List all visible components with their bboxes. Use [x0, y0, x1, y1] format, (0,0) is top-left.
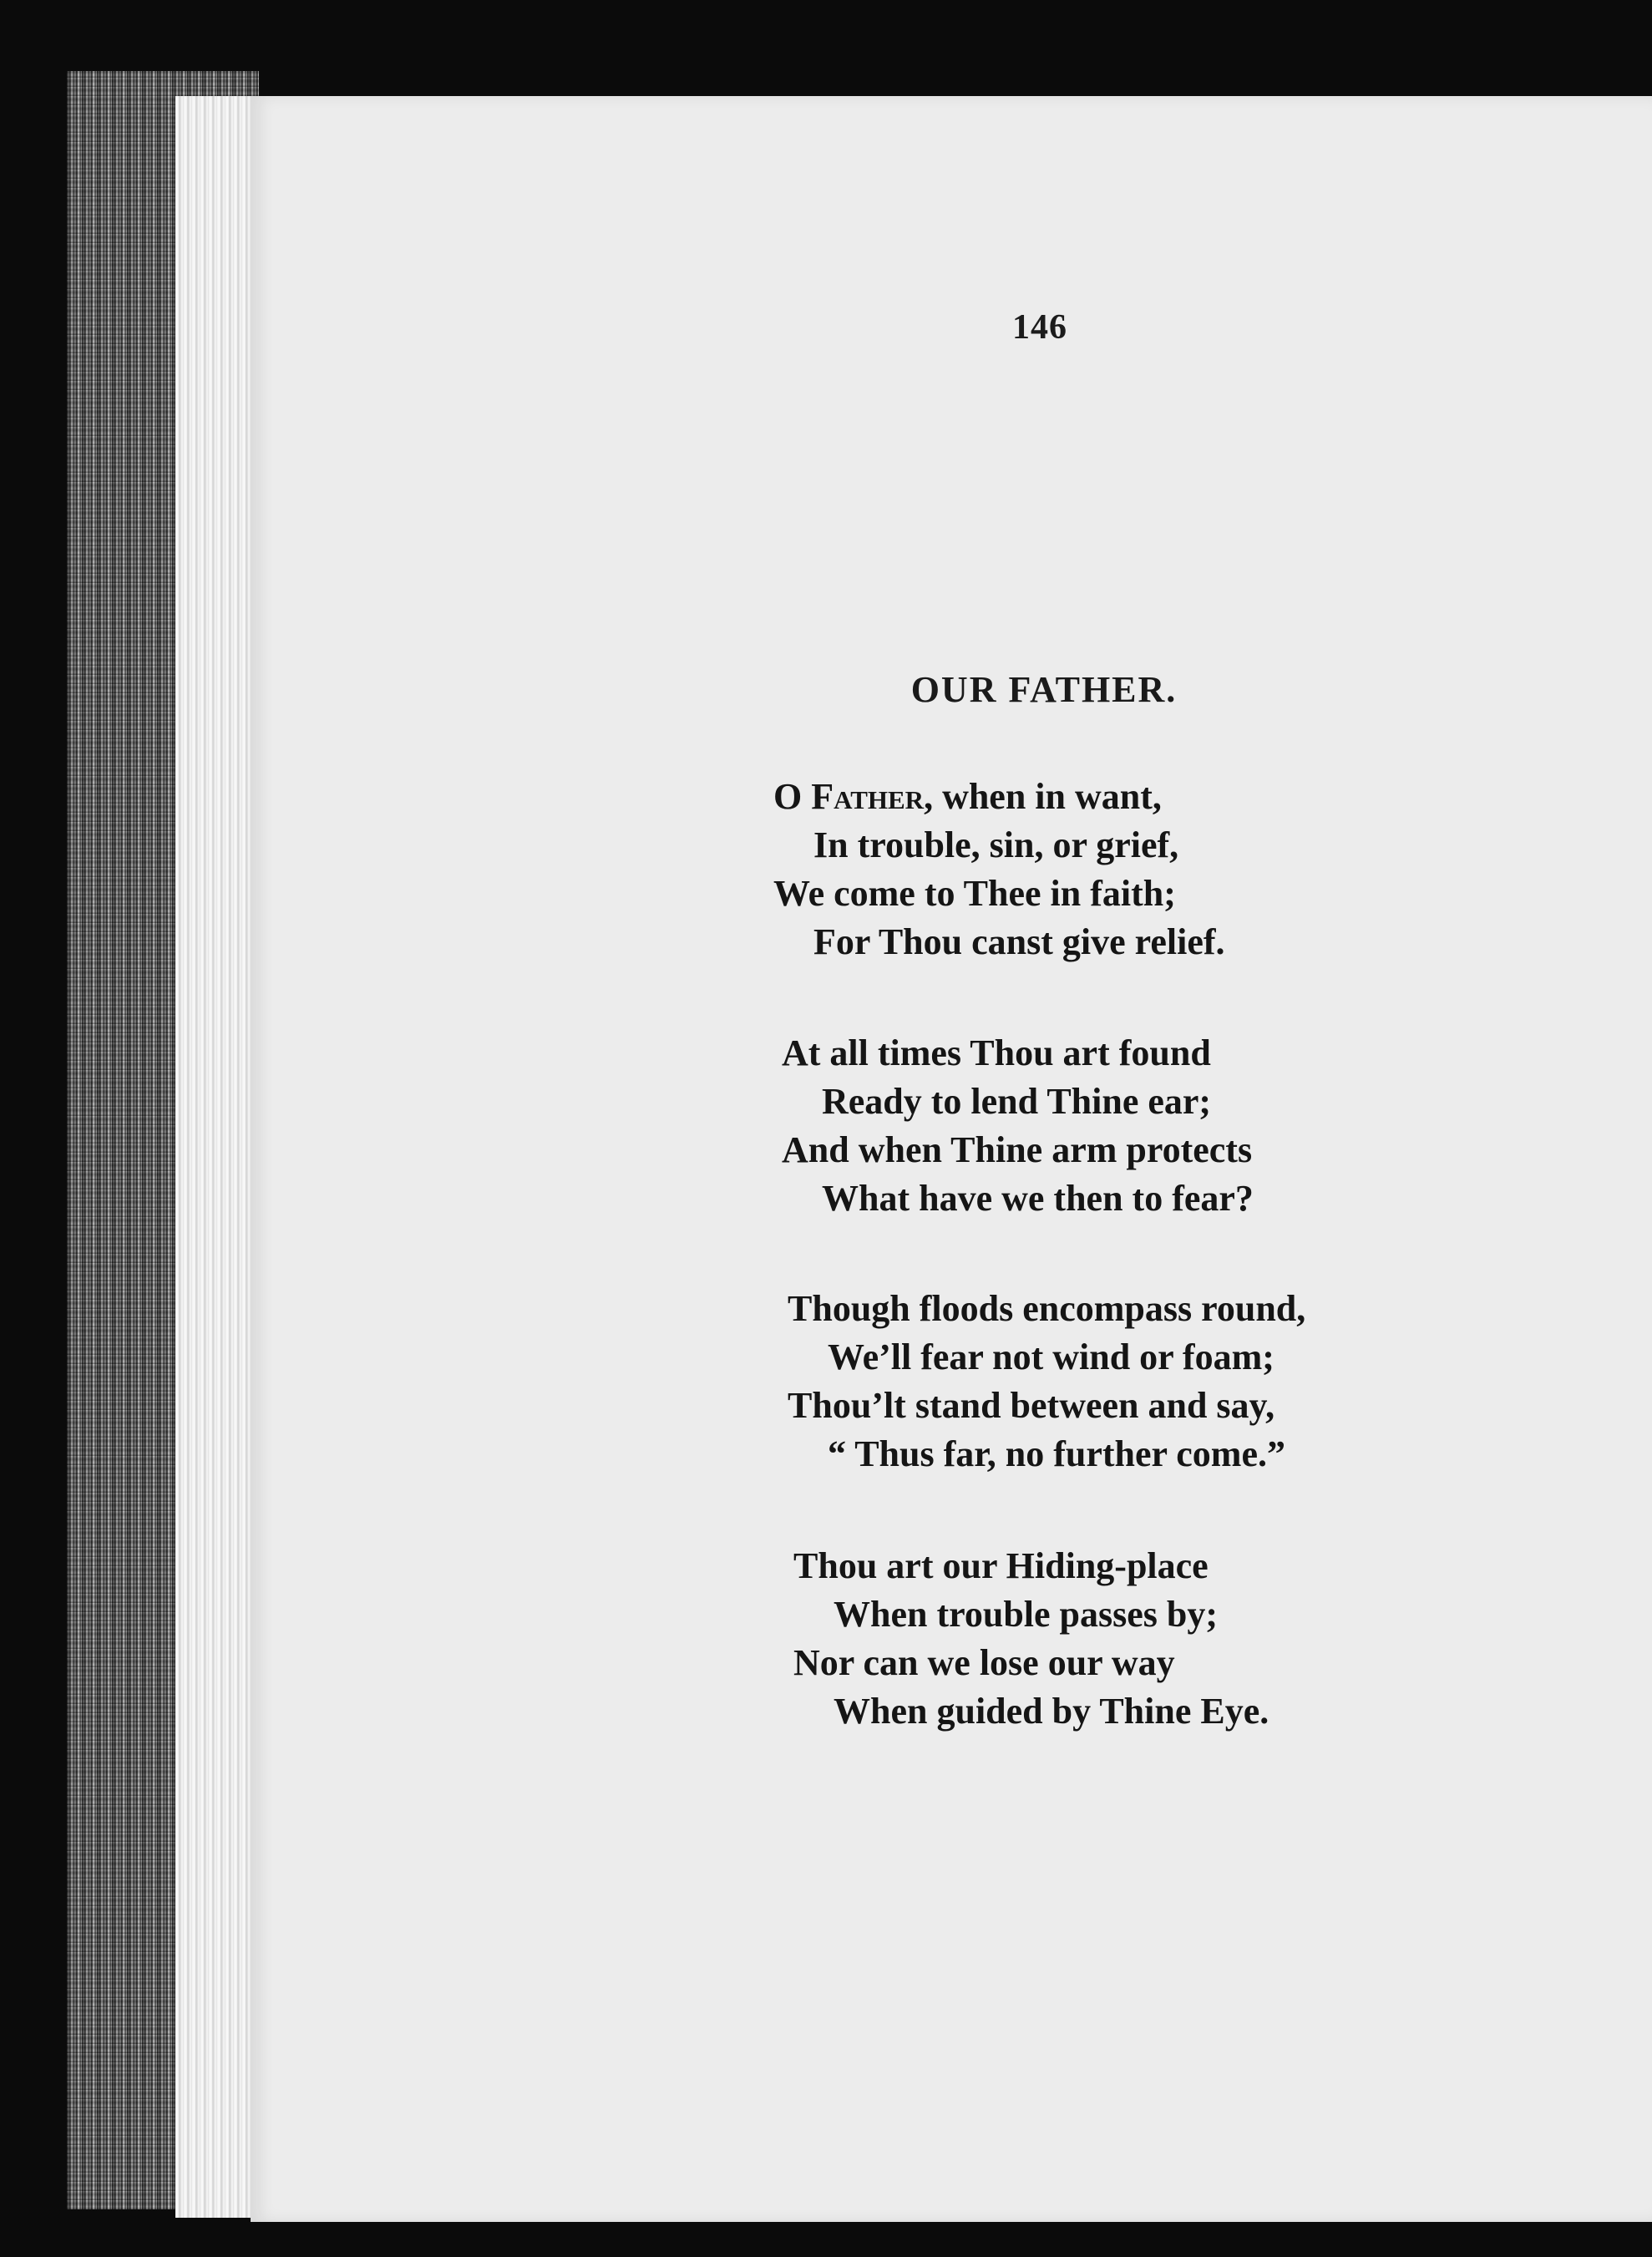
poem-line: Thou’lt stand between and say,	[788, 1385, 1275, 1426]
poem-line: At all times Thou art found	[782, 1032, 1211, 1073]
page-edges	[175, 96, 259, 2218]
page-number: 146	[1012, 308, 1067, 347]
line-prefix: O	[773, 776, 812, 817]
poem-title: OUR FATHER.	[910, 669, 1178, 710]
poem-line: Thou art our Hiding-place	[793, 1545, 1209, 1586]
stanza-3	[788, 1285, 1389, 1478]
line-rest: , when in want,	[924, 776, 1162, 817]
poem-line: For Thou canst give relief.	[813, 921, 1225, 962]
poem-line: Ready to lend Thine ear;	[822, 1081, 1212, 1122]
poem-line: In trouble, sin, or grief,	[813, 824, 1179, 865]
stanza-2	[782, 1029, 1383, 1223]
poem-line: What have we then to fear?	[822, 1178, 1254, 1219]
small-caps-word: Father	[811, 776, 925, 817]
poem-line: We’ll fear not wind or foam;	[828, 1336, 1274, 1377]
stanza-4	[793, 1542, 1395, 1736]
poem-line: Nor can we lose our way	[793, 1642, 1175, 1683]
stanza-1	[773, 773, 1375, 966]
poem-line: We come to Thee in faith;	[773, 873, 1176, 914]
poem-line	[773, 773, 1375, 821]
poem-line: When trouble passes by;	[834, 1594, 1219, 1635]
poem-line: “ Thus far, no further come.”	[828, 1433, 1285, 1474]
poem-line: Though floods encompass round,	[788, 1288, 1306, 1329]
poem-line: And when Thine arm protects	[782, 1129, 1253, 1170]
poem-line: When guided by Thine Eye.	[834, 1691, 1269, 1732]
